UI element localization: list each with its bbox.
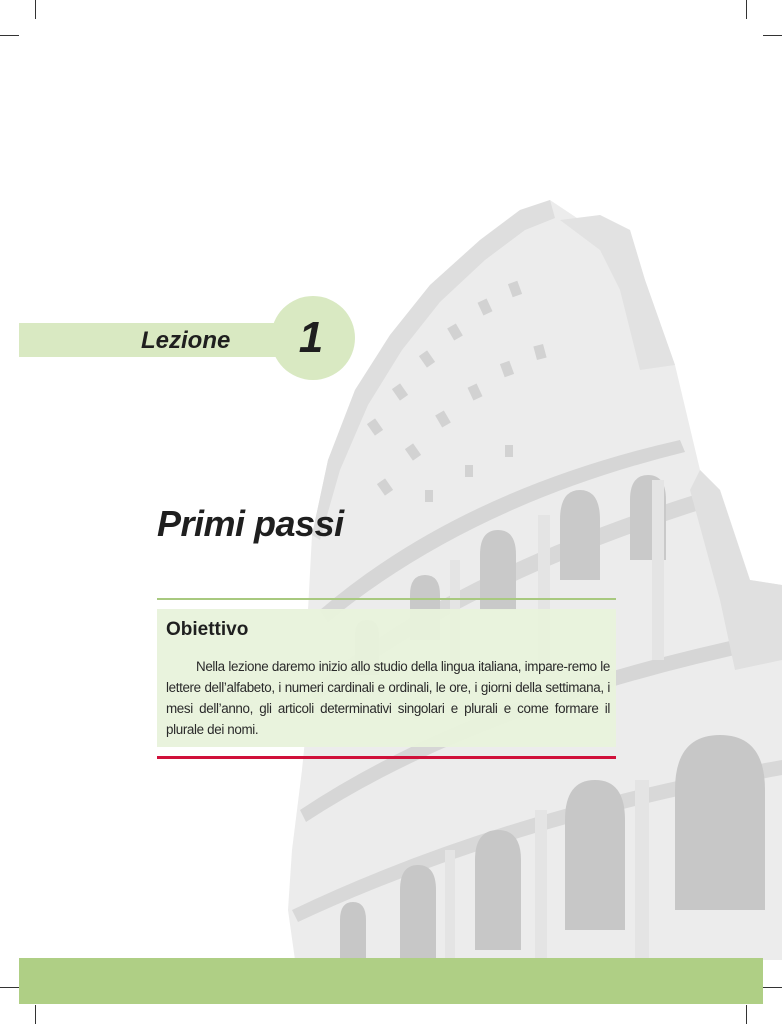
crop-mark	[0, 35, 19, 36]
crop-mark	[0, 987, 19, 988]
objective-box	[157, 609, 616, 747]
footer-band	[19, 958, 763, 1004]
crop-mark	[746, 0, 747, 19]
divider-bottom	[157, 756, 616, 759]
page-title: Primi passi	[157, 503, 344, 544]
objective-heading: Obiettivo	[166, 619, 249, 640]
crop-mark	[763, 987, 782, 988]
crop-mark	[35, 0, 36, 19]
lesson-number: 1	[298, 313, 324, 362]
divider-top	[157, 598, 616, 600]
crop-mark	[746, 1005, 747, 1024]
objective-text: Nella lezione daremo inizio allo studio della lingua italiana, impare-remo le lettere dell’alfabeto, i numeri cardinali e ordinali, le ore, i giorni della settimana, i mesi dell’anno, gli articoli determinativi singolari e plurali e come formare il plurale dei nomi.	[166, 659, 610, 737]
crop-mark	[763, 35, 782, 36]
colosseum-image	[280, 190, 782, 960]
lesson-label: Lezione	[141, 327, 231, 354]
crop-mark	[35, 1005, 36, 1024]
